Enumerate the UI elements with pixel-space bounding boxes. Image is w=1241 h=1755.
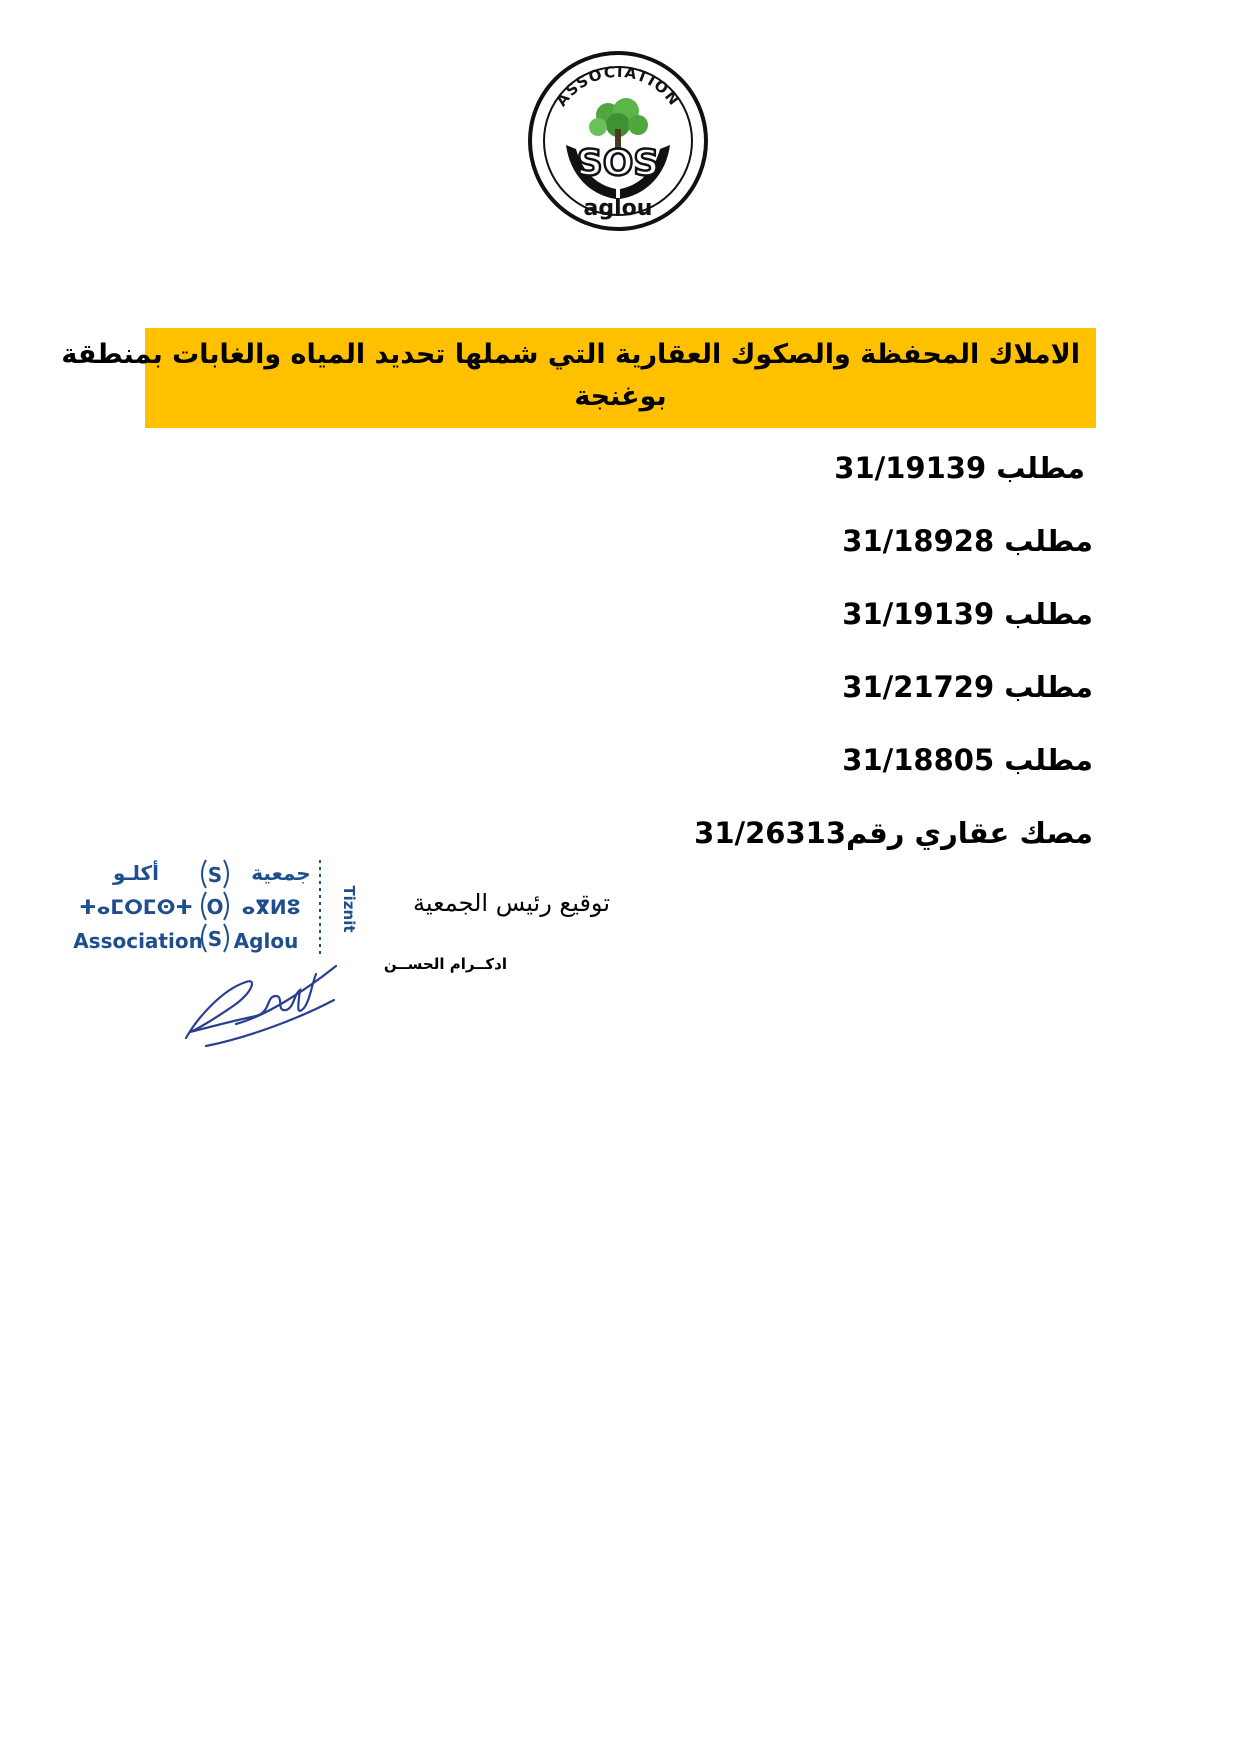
- logo-aglou-text: aglou: [583, 196, 653, 221]
- stamp-arabic-1: جمعية: [251, 861, 311, 885]
- list-item: [393, 665, 1093, 738]
- svg-text:S: S: [207, 863, 223, 887]
- entry-number: 31/18805: [842, 743, 995, 777]
- association-stamp: [73, 854, 358, 964]
- logo-arc-text: ASSOCIATION: [552, 62, 684, 110]
- svg-text:S: S: [207, 927, 223, 951]
- banner-title-line1: الاملاك المحفظة والصكوك العقارية التي شملها تحديد المياه والغابات بمنطقة: [61, 339, 1080, 370]
- stamp-tifinagh: ⵜⴰⵎⵔⵎⵙⵜ: [79, 895, 193, 919]
- banner-title: [61, 334, 1080, 418]
- entry-number: 31/19139: [834, 451, 987, 485]
- stamp-tifinagh-2: ⴰⴳⵍⵓ: [241, 895, 301, 919]
- list-item: [393, 811, 1093, 884]
- logo-sos-text: SOS: [576, 143, 660, 184]
- list-item: [393, 592, 1093, 665]
- entry-label: مطلب: [1004, 670, 1093, 704]
- stamp-arabic-2: أكلـو: [112, 861, 160, 885]
- association-logo: [526, 49, 710, 233]
- property-list: [393, 446, 1093, 884]
- handwritten-signature: [176, 960, 341, 1050]
- list-item: [393, 519, 1093, 592]
- entry-number: 31/21729: [842, 670, 995, 704]
- stamp-latin-1: Association: [73, 929, 203, 953]
- entry-label: مطلب: [996, 451, 1085, 485]
- list-item: [393, 446, 1093, 519]
- svg-text:O: O: [206, 895, 224, 919]
- entry-label: مطلب: [1004, 597, 1093, 631]
- banner-title-line2: بوغنجة: [574, 381, 667, 412]
- list-item: [393, 738, 1093, 811]
- entry-number: 31/26313: [694, 816, 846, 850]
- stamp-side-text: Tiznit: [340, 885, 358, 933]
- entry-number: 31/19139: [842, 597, 995, 631]
- signature-name: ادكــرام الحســن: [383, 955, 507, 973]
- entry-label: مطلب: [1004, 743, 1093, 777]
- entry-label: مطلب: [1004, 524, 1093, 558]
- stamp-latin-2: Aglou: [233, 929, 299, 953]
- signature-caption: توقيع رئيس الجمعية: [413, 889, 610, 917]
- entry-label: مصك عقاري رقم: [846, 816, 1093, 850]
- title-banner: [61, 328, 1096, 428]
- entry-number: 31/18928: [842, 524, 995, 558]
